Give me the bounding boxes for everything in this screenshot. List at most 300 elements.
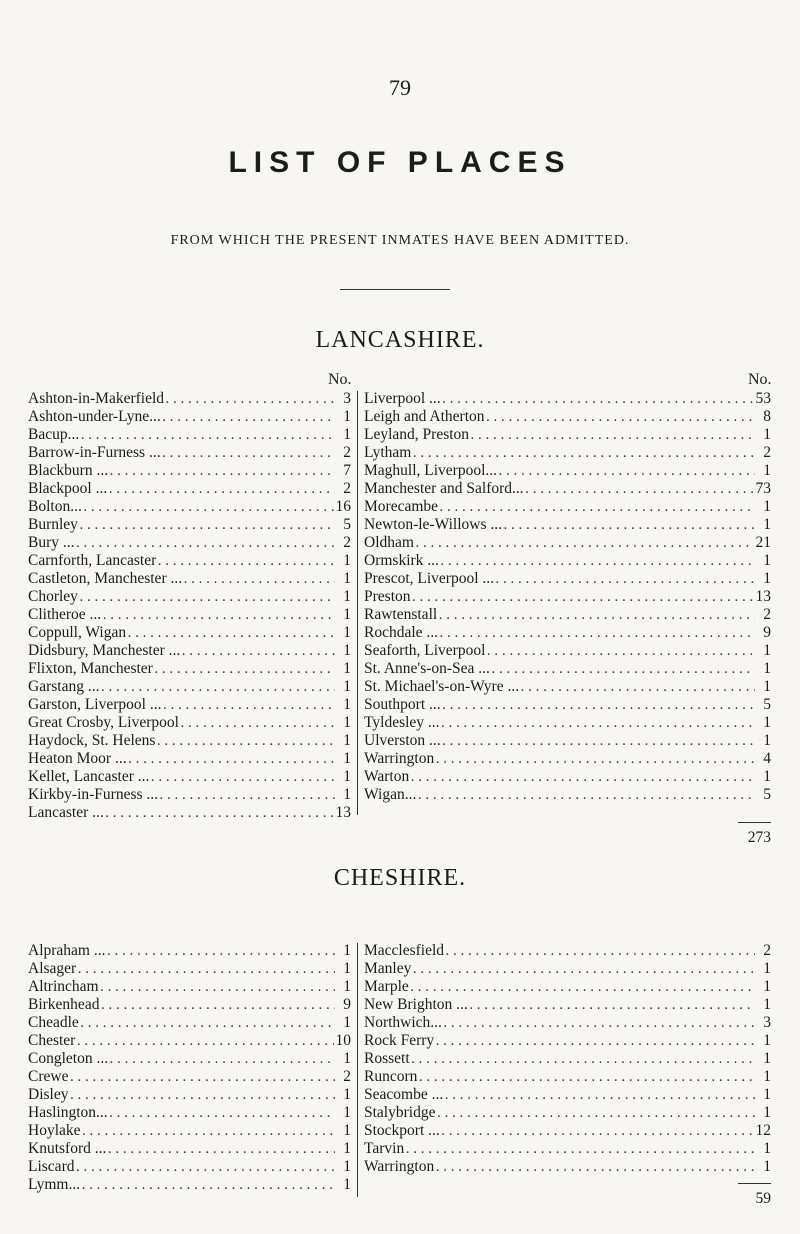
place-name: Hoylake	[28, 1122, 81, 1139]
list-item	[28, 444, 351, 462]
dot-leader	[108, 1141, 335, 1159]
dot-leader	[499, 463, 755, 481]
place-name: Lancaster ...	[28, 804, 104, 821]
dot-leader	[101, 979, 335, 997]
dot-leader	[443, 697, 755, 715]
lancashire-right-col-header: No.	[748, 371, 772, 388]
place-name: Liverpool ...	[364, 390, 441, 407]
inmate-count: 1	[343, 660, 351, 677]
place-name: Kirkby-in-Furness ...	[28, 786, 159, 803]
inmate-count: 1	[343, 1050, 351, 1067]
dot-leader	[128, 625, 335, 643]
dot-leader	[77, 535, 336, 553]
place-name: Chester	[28, 1032, 76, 1049]
list-item	[28, 1086, 351, 1104]
list-item	[28, 732, 351, 750]
list-item	[364, 678, 771, 696]
cheshire-heading: CHESHIRE.	[333, 865, 467, 891]
list-item	[28, 624, 351, 642]
dot-leader	[416, 535, 754, 553]
dot-leader	[81, 1015, 335, 1033]
place-name: Lymm...	[28, 1176, 81, 1193]
list-item	[364, 696, 771, 714]
place-name: Preston	[364, 588, 411, 605]
list-item	[364, 642, 771, 660]
place-name: Crewe	[28, 1068, 69, 1085]
inmate-count: 1	[343, 786, 351, 803]
dot-leader	[80, 589, 335, 607]
place-name: Didsbury, Manchester ...	[28, 642, 181, 659]
inmate-count: 1	[763, 462, 771, 479]
dot-leader	[444, 1015, 755, 1033]
place-name: Cheadle	[28, 1014, 79, 1031]
lancashire-total-rule	[738, 822, 771, 823]
lancashire-left-col-header: No.	[328, 371, 352, 388]
list-item	[364, 444, 771, 462]
place-name: Garston, Liverpool ...	[28, 696, 162, 713]
list-item	[364, 498, 771, 516]
inmate-count: 3	[763, 1014, 771, 1031]
dot-leader	[157, 733, 335, 751]
dot-leader	[82, 1177, 335, 1195]
place-name: Leigh and Atherton	[364, 408, 485, 425]
inmate-count: 1	[763, 1068, 771, 1085]
place-name: Disley	[28, 1086, 69, 1103]
list-item	[28, 642, 351, 660]
inmate-count: 1	[343, 768, 351, 785]
place-name: Tyldesley ...	[364, 714, 440, 731]
list-item	[28, 408, 351, 426]
inmate-count: 1	[343, 642, 351, 659]
place-name: Northwich...	[364, 1014, 442, 1031]
dot-leader	[160, 787, 335, 805]
inmate-count: 2	[343, 534, 351, 551]
inmate-count: 1	[763, 714, 771, 731]
list-item	[364, 978, 771, 996]
list-item	[28, 462, 351, 480]
list-item	[364, 714, 771, 732]
inmate-count: 1	[763, 732, 771, 749]
inmate-count: 1	[763, 1086, 771, 1103]
dot-leader	[109, 481, 335, 499]
dot-leader	[110, 463, 335, 481]
inmate-count: 1	[763, 660, 771, 677]
place-name: Stalybridge	[364, 1104, 436, 1121]
place-name: Burnley	[28, 516, 78, 533]
dot-leader	[83, 1123, 335, 1141]
inmate-count: 1	[763, 1050, 771, 1067]
dot-leader	[413, 445, 755, 463]
place-name: Haydock, St. Helens	[28, 732, 156, 749]
list-item	[28, 1122, 351, 1140]
list-item	[28, 786, 351, 804]
inmate-count: 1	[763, 498, 771, 515]
place-name: Congleton ...	[28, 1050, 109, 1067]
inmate-count: 1	[343, 552, 351, 569]
inmate-count: 1	[763, 1158, 771, 1175]
place-name: Prescot, Liverpool ...	[364, 570, 495, 587]
place-name: Ashton-in-Makerfield	[28, 390, 165, 407]
inmate-count: 1	[343, 1158, 351, 1175]
list-item	[364, 768, 771, 786]
list-item	[364, 1068, 771, 1086]
page-subtitle: FROM WHICH THE PRESENT INMATES HAVE BEEN ADMITTED.	[170, 233, 630, 248]
dot-leader	[437, 1105, 755, 1123]
lancashire-column-divider	[357, 391, 358, 815]
dot-leader	[413, 589, 754, 607]
dot-leader	[412, 1051, 755, 1069]
lancashire-right-list	[364, 390, 771, 804]
inmate-count: 5	[763, 696, 771, 713]
place-name: Stockport ...	[364, 1122, 440, 1139]
place-name: Warton	[364, 768, 410, 785]
place-name: Coppull, Wigan	[28, 624, 127, 641]
inmate-count: 1	[343, 1104, 351, 1121]
place-name: Leyland, Preston	[364, 426, 470, 443]
page-title: LIST OF PLACES	[228, 146, 572, 179]
inmate-count: 1	[763, 960, 771, 977]
place-name: Rossett	[364, 1050, 410, 1067]
place-name: Kellet, Lancaster ...	[28, 768, 150, 785]
list-item	[28, 1176, 351, 1194]
list-item	[364, 624, 771, 642]
inmate-count: 1	[343, 732, 351, 749]
place-name: Oldham	[364, 534, 414, 551]
inmate-count: 2	[343, 444, 351, 461]
inmate-count: 4	[763, 750, 771, 767]
list-item	[364, 408, 771, 426]
dot-leader	[521, 679, 755, 697]
list-item	[28, 552, 351, 570]
dot-leader	[182, 643, 335, 661]
dot-leader	[441, 553, 755, 571]
place-name: Seacombe ...	[364, 1086, 444, 1103]
list-item	[364, 732, 771, 750]
inmate-count: 9	[343, 996, 351, 1013]
inmate-count: 1	[763, 516, 771, 533]
inmate-count: 3	[343, 390, 351, 407]
inmate-count: 5	[763, 786, 771, 803]
list-item	[28, 534, 351, 552]
inmate-count: 1	[343, 678, 351, 695]
list-item	[28, 978, 351, 996]
inmate-count: 1	[343, 408, 351, 425]
list-item	[28, 942, 351, 960]
list-item	[28, 516, 351, 534]
place-name: Alpraham ...	[28, 942, 106, 959]
dot-leader	[411, 769, 755, 787]
place-name: Seaforth, Liverpool	[364, 642, 486, 659]
inmate-count: 8	[763, 408, 771, 425]
place-name: Warrington	[364, 750, 435, 767]
dot-leader	[504, 517, 755, 535]
dot-leader	[470, 997, 755, 1015]
inmate-count: 1	[343, 624, 351, 641]
place-name: Knutsford ...	[28, 1140, 107, 1157]
place-name: Manchester and Salford...	[364, 480, 524, 497]
inmate-count: 1	[763, 570, 771, 587]
place-name: Maghull, Liverpool...	[364, 462, 498, 479]
inmate-count: 53	[755, 390, 771, 407]
dot-leader	[184, 571, 335, 589]
list-item	[364, 1158, 771, 1176]
inmate-count: 1	[763, 978, 771, 995]
inmate-count: 1	[763, 1140, 771, 1157]
inmate-count: 7	[343, 462, 351, 479]
dot-leader	[443, 733, 755, 751]
dot-leader	[155, 661, 335, 679]
list-item	[28, 714, 351, 732]
list-item	[364, 390, 771, 408]
page-number: 79	[389, 75, 411, 100]
place-name: Birkenhead	[28, 996, 100, 1013]
list-item	[364, 1014, 771, 1032]
dot-leader	[492, 661, 755, 679]
inmate-count: 12	[755, 1122, 771, 1139]
list-item	[28, 480, 351, 498]
inmate-count: 1	[763, 1104, 771, 1121]
inmate-count: 1	[343, 606, 351, 623]
list-item	[364, 1086, 771, 1104]
place-name: Ulverston ...	[364, 732, 441, 749]
dot-leader	[163, 409, 335, 427]
inmate-count: 1	[343, 1086, 351, 1103]
list-item	[364, 1032, 771, 1050]
inmate-count: 1	[763, 552, 771, 569]
place-name: Ashton-under-Lyne...	[28, 408, 161, 425]
list-item	[364, 480, 771, 498]
list-item	[28, 750, 351, 768]
list-item	[28, 996, 351, 1014]
dot-leader	[80, 517, 335, 535]
inmate-count: 16	[335, 498, 351, 515]
inmate-count: 1	[343, 588, 351, 605]
title-divider	[340, 289, 450, 290]
place-name: Newton-le-Willows ...	[364, 516, 502, 533]
list-item	[28, 498, 351, 516]
list-item	[364, 942, 771, 960]
inmate-count: 21	[755, 534, 771, 551]
dot-leader	[446, 943, 755, 961]
place-name: Altrincham	[28, 978, 99, 995]
list-item	[364, 588, 771, 606]
dot-leader	[439, 607, 755, 625]
place-name: Rock Ferry	[364, 1032, 435, 1049]
list-item	[364, 786, 771, 804]
inmate-count: 1	[343, 1140, 351, 1157]
list-item	[28, 696, 351, 714]
place-name: Morecambe	[364, 498, 439, 515]
place-name: Warrington	[364, 1158, 435, 1175]
dot-leader	[413, 961, 755, 979]
cheshire-left-list	[28, 942, 351, 1194]
inmate-count: 5	[343, 516, 351, 533]
place-name: Bacup...	[28, 426, 80, 443]
dot-leader	[106, 805, 334, 823]
dot-leader	[107, 943, 335, 961]
list-item	[28, 1014, 351, 1032]
place-name: Rawtenstall	[364, 606, 438, 623]
list-item	[28, 1032, 351, 1050]
dot-leader	[84, 499, 334, 517]
dot-leader	[487, 643, 755, 661]
dot-leader	[166, 391, 335, 409]
dot-leader	[436, 1033, 755, 1051]
place-name: Great Crosby, Liverpool	[28, 714, 179, 731]
place-name: Runcorn	[364, 1068, 418, 1085]
list-item	[28, 804, 351, 822]
place-name: Blackpool ...	[28, 480, 108, 497]
dot-leader	[436, 1159, 755, 1177]
inmate-count: 1	[343, 570, 351, 587]
list-item	[28, 1158, 351, 1176]
inmate-count: 1	[343, 696, 351, 713]
inmate-count: 13	[335, 804, 351, 821]
place-name: Macclesfield	[364, 942, 445, 959]
cheshire-total-rule	[738, 1183, 771, 1184]
list-item	[364, 552, 771, 570]
list-item	[364, 426, 771, 444]
dot-leader	[70, 1069, 335, 1087]
inmate-count: 1	[343, 1122, 351, 1139]
inmate-count: 1	[343, 714, 351, 731]
dot-leader	[487, 409, 755, 427]
dot-leader	[103, 607, 335, 625]
list-item	[28, 768, 351, 786]
dot-leader	[77, 1033, 333, 1051]
inmate-count: 1	[343, 942, 351, 959]
list-item	[28, 1050, 351, 1068]
inmate-count: 2	[763, 444, 771, 461]
list-item	[364, 1104, 771, 1122]
place-name: Ormskirk ...	[364, 552, 439, 569]
list-item	[28, 390, 351, 408]
list-item	[364, 516, 771, 534]
dot-leader	[418, 787, 755, 805]
inmate-count: 2	[343, 480, 351, 497]
place-name: St. Anne's-on-Sea ...	[364, 660, 490, 677]
dot-leader	[181, 715, 335, 733]
place-name: Lytham	[364, 444, 412, 461]
list-item	[28, 660, 351, 678]
inmate-count: 1	[763, 426, 771, 443]
dot-leader	[110, 1105, 335, 1123]
place-name: Carnforth, Lancaster	[28, 552, 157, 569]
place-name: Bury ...	[28, 534, 75, 551]
dot-leader	[442, 715, 755, 733]
lancashire-left-list	[28, 390, 351, 822]
list-item	[364, 570, 771, 588]
place-name: Haslington...	[28, 1104, 108, 1121]
dot-leader	[70, 1087, 335, 1105]
place-name: Bolton...	[28, 498, 82, 515]
list-item	[28, 570, 351, 588]
inmate-count: 2	[763, 942, 771, 959]
list-item	[28, 1140, 351, 1158]
inmate-count: 73	[755, 480, 771, 497]
lancashire-heading: LANCASHIRE.	[315, 327, 485, 353]
dot-leader	[78, 961, 335, 979]
place-name: Garstang ...	[28, 678, 100, 695]
place-name: Southport ...	[364, 696, 441, 713]
inmate-count: 1	[343, 1014, 351, 1031]
inmate-count: 1	[343, 960, 351, 977]
dot-leader	[411, 979, 755, 997]
list-item	[28, 606, 351, 624]
list-item	[28, 678, 351, 696]
place-name: Manley	[364, 960, 412, 977]
list-item	[364, 462, 771, 480]
dot-leader	[129, 751, 335, 769]
dot-leader	[163, 445, 335, 463]
dot-leader	[496, 571, 755, 589]
dot-leader	[76, 1159, 335, 1177]
place-name: Alsager	[28, 960, 77, 977]
place-name: Chorley	[28, 588, 78, 605]
inmate-count: 1	[763, 768, 771, 785]
dot-leader	[526, 481, 754, 499]
inmate-count: 1	[763, 1032, 771, 1049]
dot-leader	[158, 553, 335, 571]
dot-leader	[440, 625, 755, 643]
inmate-count: 1	[343, 750, 351, 767]
list-item	[364, 750, 771, 768]
list-item	[28, 1068, 351, 1086]
place-name: Clitheroe ...	[28, 606, 102, 623]
list-item	[364, 1140, 771, 1158]
dot-leader	[81, 427, 335, 445]
place-name: Flixton, Manchester	[28, 660, 153, 677]
place-name: Wigan...	[364, 786, 417, 803]
inmate-count: 1	[763, 678, 771, 695]
cheshire-right-list	[364, 942, 771, 1176]
place-name: Barrow-in-Furness ...	[28, 444, 161, 461]
inmate-count: 1	[343, 978, 351, 995]
cheshire-column-divider	[357, 943, 358, 1197]
list-item	[364, 606, 771, 624]
dot-leader	[406, 1141, 755, 1159]
dot-leader	[419, 1069, 755, 1087]
dot-leader	[442, 1123, 754, 1141]
list-item	[28, 1104, 351, 1122]
inmate-count: 10	[335, 1032, 351, 1049]
dot-leader	[101, 679, 335, 697]
inmate-count: 2	[343, 1068, 351, 1085]
place-name: St. Michael's-on-Wyre ...	[364, 678, 520, 695]
list-item	[364, 1050, 771, 1068]
place-name: Marple	[364, 978, 409, 995]
list-item	[364, 660, 771, 678]
place-name: Castleton, Manchester ...	[28, 570, 183, 587]
dot-leader	[151, 769, 335, 787]
list-item	[28, 588, 351, 606]
list-item	[28, 426, 351, 444]
dot-leader	[440, 499, 755, 517]
inmate-count: 1	[763, 642, 771, 659]
inmate-count: 1	[343, 426, 351, 443]
list-item	[364, 996, 771, 1014]
place-name: Tarvin	[364, 1140, 405, 1157]
place-name: Blackburn ...	[28, 462, 109, 479]
inmate-count: 1	[343, 1176, 351, 1193]
dot-leader	[436, 751, 755, 769]
place-name: New Brighton ...	[364, 996, 468, 1013]
list-item	[364, 960, 771, 978]
place-name: Liscard	[28, 1158, 75, 1175]
list-item	[364, 534, 771, 552]
dot-leader	[101, 997, 335, 1015]
place-name: Heaton Moor ...	[28, 750, 127, 767]
